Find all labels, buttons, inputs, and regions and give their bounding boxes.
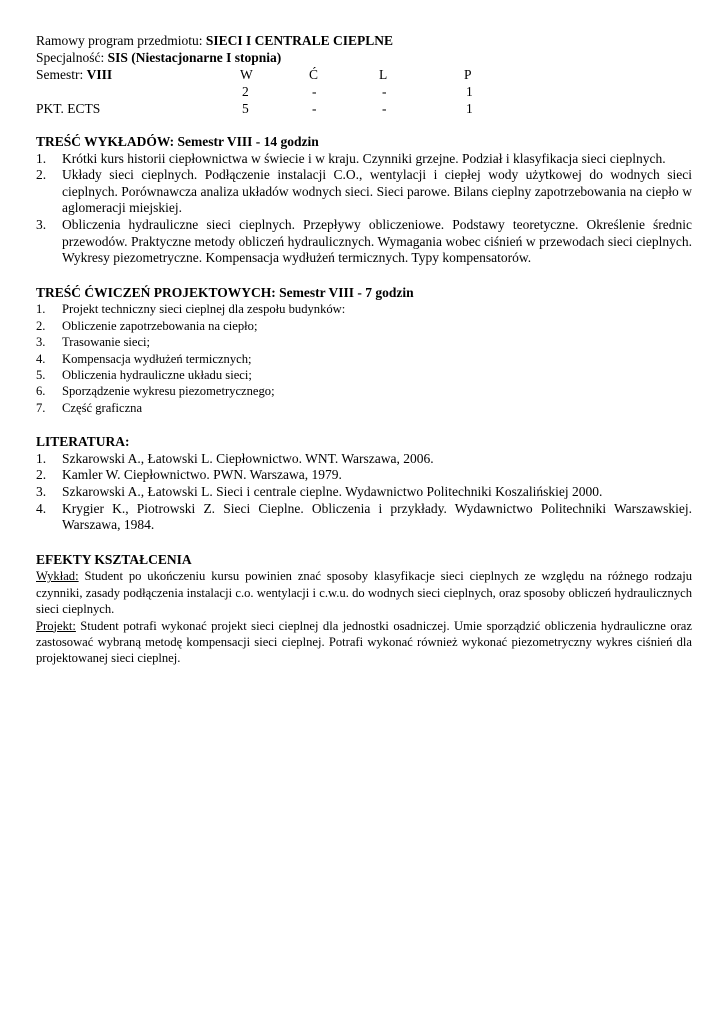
ects-label: PKT. ECTS bbox=[36, 101, 101, 116]
item-number: 4. bbox=[36, 351, 46, 366]
outcomes-project-text: Student potrafi wykonać projekt sieci cieplnej dla jednostki osadniczej. Umie sporządzić obliczenia hydrauliczne oraz zastosować wybraną metodę kompensacji sieci cieplnej. Potrafi wykonać również wykonać piezometryczny wykres ciśnień dla projektowanej sieci cieplnej. bbox=[36, 618, 692, 666]
item-text: Szkarowski A., Łatowski L. Ciepłownictwo. WNT. Warszawa, 2006. bbox=[62, 450, 434, 466]
literature-list bbox=[36, 451, 692, 534]
item-text: Kamler W. Ciepłownictwo. PWN. Warszawa, 1979. bbox=[62, 467, 342, 483]
specialty-label: Specjalność: bbox=[36, 50, 108, 65]
item-number: 2. bbox=[36, 167, 47, 183]
projects-section bbox=[36, 285, 692, 416]
item-number: 1. bbox=[36, 450, 47, 466]
course-header bbox=[36, 33, 692, 115]
list-item bbox=[36, 367, 692, 383]
semester-value: VIII bbox=[86, 67, 113, 82]
specialty-line bbox=[36, 50, 281, 67]
document-page bbox=[36, 33, 692, 667]
item-number: 4. bbox=[36, 500, 47, 516]
hours-w: 2 bbox=[242, 84, 249, 99]
program-title: SIECI I CENTRALE CIEPLNE bbox=[205, 33, 394, 48]
outcomes-section bbox=[36, 552, 692, 667]
item-number: 1. bbox=[36, 302, 46, 317]
lectures-title: TREŚĆ WYKŁADÓW: Semestr VIII - 14 godzin bbox=[36, 134, 319, 149]
outcomes-title: EFEKTY KSZTAŁCENIA bbox=[36, 551, 192, 567]
semester-cell bbox=[36, 67, 112, 84]
item-number: 1. bbox=[36, 150, 47, 166]
item-text: Obliczenia hydrauliczne układu sieci; bbox=[62, 367, 252, 382]
lectures-list bbox=[36, 151, 692, 267]
column-p: P bbox=[464, 67, 472, 82]
outcomes-lecture-text: Student po ukończeniu kursu powinien znać sposoby klasyfikacje sieci cieplnych ze względu na różnego rodzaju czynniki, zasady podłączenia instalacji c.o. wentylacji i c.w.u. do wodnych sieci cieplnych, oraz sposoby obliczeń hydraulicznych sieci cieplnych. bbox=[36, 569, 692, 617]
item-text: Kompensacja wydłużeń termicznych; bbox=[62, 351, 252, 366]
ects-row bbox=[36, 101, 692, 118]
outcomes-project-paragraph bbox=[36, 618, 692, 667]
item-text: Projekt techniczny sieci cieplnej dla zespołu budynków: bbox=[62, 302, 346, 317]
hours-p: 1 bbox=[466, 84, 473, 99]
list-item bbox=[36, 400, 692, 416]
list-item bbox=[36, 318, 692, 334]
list-item bbox=[36, 467, 692, 484]
item-number: 2. bbox=[36, 467, 47, 483]
hours-row bbox=[36, 84, 692, 101]
item-text: Krygier K., Piotrowski Z. Sieci Cieplne. Obliczenia i przykłady. Wydawnictwo Politechniki Warszawskiej. Warszawa, 1984. bbox=[62, 500, 692, 533]
list-item bbox=[36, 167, 692, 217]
lectures-section bbox=[36, 134, 692, 267]
outcomes-lecture-label: Wykład: bbox=[36, 569, 79, 584]
item-text: Część graficzna bbox=[62, 400, 143, 415]
program-label: Ramowy program przedmiotu: bbox=[36, 33, 206, 48]
item-number: 3. bbox=[36, 335, 46, 350]
item-text: Trasowanie sieci; bbox=[62, 335, 151, 350]
list-item bbox=[36, 351, 692, 367]
list-item bbox=[36, 501, 692, 534]
column-c: Ć bbox=[309, 67, 319, 82]
item-text: Krótki kurs historii ciepłownictwa w świecie i w kraju. Czynniki grzejne. Podział i klasyfikacja sieci cieplnych. bbox=[62, 150, 666, 166]
list-item bbox=[36, 301, 692, 317]
item-number: 7. bbox=[36, 400, 46, 415]
item-text: Układy sieci cieplnych. Podłączenie instalacji C.O., wentylacji i ciepłej wody użytkowej do wodnych sieci cieplnych. Porównawcza analiza układów wodnych sieci. Sieci parowe. Bilans cieplny zapotrzebowania na ciepło w aglomeracji miejskiej. bbox=[62, 167, 692, 216]
ects-p: 1 bbox=[466, 101, 473, 116]
projects-title: TREŚĆ ĆWICZEŃ PROJEKTOWYCH: Semestr VIII - 7 godzin bbox=[36, 284, 414, 300]
column-l: L bbox=[379, 67, 388, 82]
item-number: 3. bbox=[36, 483, 47, 499]
list-item bbox=[36, 151, 692, 168]
hours-c: - bbox=[312, 84, 317, 99]
literature-title: LITERATURA: bbox=[36, 434, 130, 450]
item-text: Szkarowski A., Łatowski L. Sieci i centrale cieplne. Wydawnictwo Politechniki Koszalińskiej 2000. bbox=[62, 483, 603, 499]
ects-w: 5 bbox=[242, 101, 249, 116]
list-item bbox=[36, 217, 692, 267]
outcomes-project-label: Projekt: bbox=[36, 618, 76, 633]
item-number: 5. bbox=[36, 367, 46, 382]
list-item bbox=[36, 334, 692, 350]
projects-list bbox=[36, 301, 692, 416]
list-item bbox=[36, 451, 692, 468]
program-line bbox=[36, 33, 393, 50]
item-number: 3. bbox=[36, 216, 47, 232]
hours-l: - bbox=[382, 84, 387, 99]
semester-row bbox=[36, 67, 692, 84]
column-w: W bbox=[240, 67, 253, 82]
item-number: 2. bbox=[36, 318, 46, 333]
item-number: 6. bbox=[36, 384, 46, 399]
outcomes-lecture-paragraph bbox=[36, 568, 692, 617]
list-item bbox=[36, 383, 692, 399]
list-item bbox=[36, 484, 692, 501]
literature-section bbox=[36, 434, 692, 534]
semester-label: Semestr: bbox=[36, 67, 87, 82]
item-text: Obliczenie zapotrzebowania na ciepło; bbox=[62, 318, 258, 333]
item-text: Sporządzenie wykresu piezometrycznego; bbox=[62, 384, 275, 399]
specialty-value: SIS (Niestacjonarne I stopnia) bbox=[107, 50, 282, 65]
ects-c: - bbox=[312, 101, 317, 116]
item-text: Obliczenia hydrauliczne sieci cieplnych. Przepływy obliczeniowe. Podstawy teoretyczne. Określenie średnic przewodów. Praktyczne metody obliczeń hydraulicznych. Wymagania wobec ciśnień w przewodach sieci cieplnych. Wykresy piezometryczne. Kompensacja wydłużeń termicznych. Typy kompensatorów. bbox=[62, 216, 692, 266]
ects-l: - bbox=[382, 101, 387, 116]
